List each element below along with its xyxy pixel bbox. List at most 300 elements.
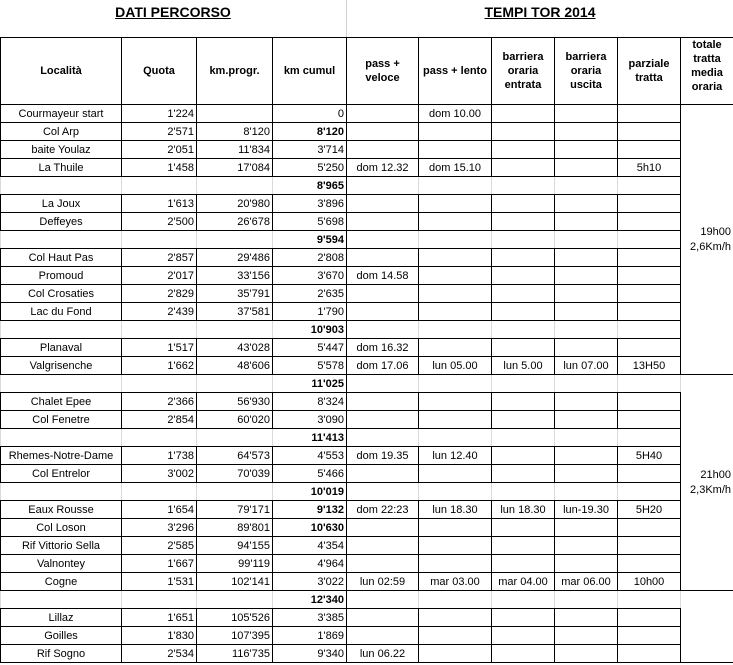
cell-lento[interactable]	[419, 213, 492, 231]
cell-quota[interactable]: 2'017	[122, 267, 197, 285]
cell-barriera-uscita[interactable]	[555, 447, 618, 465]
cell-barriera-entrata[interactable]	[492, 609, 555, 627]
cell-km-progr[interactable]	[197, 231, 273, 249]
header-veloce[interactable]: pass + veloce	[347, 38, 419, 105]
cell-totale-tratta[interactable]	[681, 375, 733, 591]
cell-lento[interactable]	[419, 411, 492, 429]
cell-km-cumul[interactable]: 3'670	[273, 267, 347, 285]
cell-totale-tratta[interactable]	[681, 591, 733, 663]
cell-barriera-uscita[interactable]	[555, 141, 618, 159]
cell-barriera-entrata[interactable]	[492, 339, 555, 357]
table-row	[1, 339, 733, 357]
cell-veloce[interactable]: dom 14.58	[347, 267, 419, 285]
cell-veloce[interactable]	[347, 429, 419, 447]
cell-lento[interactable]	[419, 321, 492, 339]
cell-veloce[interactable]	[347, 231, 419, 249]
cell-km-cumul[interactable]: 5'250	[273, 159, 347, 177]
table-row	[1, 267, 733, 285]
cell-quota[interactable]: 2'439	[122, 303, 197, 321]
cell-lento[interactable]	[419, 177, 492, 195]
cell-quota[interactable]	[122, 321, 197, 339]
cell-lento[interactable]	[419, 195, 492, 213]
cell-lento[interactable]	[419, 267, 492, 285]
cell-barriera-entrata[interactable]	[492, 393, 555, 411]
cell-barriera-uscita[interactable]	[555, 105, 618, 123]
cell-quota[interactable]	[122, 177, 197, 195]
cell-km-cumul[interactable]: 3'714	[273, 141, 347, 159]
cell-quota[interactable]	[122, 429, 197, 447]
cell-km-cumul[interactable]: 5'578	[273, 357, 347, 375]
cell-km-cumul[interactable]: 3'022	[273, 573, 347, 591]
header-barriera-entrata[interactable]: barriera oraria entrata	[492, 38, 555, 105]
cell-veloce[interactable]	[347, 177, 419, 195]
cell-localita[interactable]: Rhemes-Notre-Dame	[1, 447, 122, 465]
cell-km-cumul[interactable]: 4'553	[273, 447, 347, 465]
table-row	[1, 249, 733, 267]
cell-km-progr[interactable]: 8'120	[197, 123, 273, 141]
cell-barriera-uscita[interactable]	[555, 303, 618, 321]
cell-localita[interactable]: Col Loson	[1, 519, 122, 537]
cell-barriera-uscita[interactable]	[555, 159, 618, 177]
cell-km-cumul[interactable]: 5'447	[273, 339, 347, 357]
cell-quota[interactable]: 1'738	[122, 447, 197, 465]
cell-veloce[interactable]	[347, 519, 419, 537]
cell-lento[interactable]	[419, 249, 492, 267]
cell-barriera-entrata[interactable]	[492, 375, 555, 393]
cell-veloce[interactable]	[347, 591, 419, 609]
cell-barriera-uscita[interactable]	[555, 645, 618, 663]
cell-quota[interactable]: 1'613	[122, 195, 197, 213]
cell-barriera-entrata[interactable]	[492, 303, 555, 321]
cell-barriera-entrata[interactable]	[492, 123, 555, 141]
cell-km-cumul[interactable]: 3'385	[273, 609, 347, 627]
cell-localita[interactable]: Valgrisenche	[1, 357, 122, 375]
cell-km-cumul[interactable]: 8'324	[273, 393, 347, 411]
cell-barriera-entrata[interactable]	[492, 267, 555, 285]
cell-lento[interactable]	[419, 627, 492, 645]
cell-barriera-uscita[interactable]	[555, 609, 618, 627]
cell-parziale[interactable]	[618, 627, 681, 645]
cell-barriera-entrata[interactable]	[492, 159, 555, 177]
cell-parziale[interactable]	[618, 393, 681, 411]
cell-veloce[interactable]	[347, 213, 419, 231]
cell-barriera-uscita[interactable]	[555, 267, 618, 285]
cell-km-progr[interactable]: 56'930	[197, 393, 273, 411]
cell-barriera-entrata[interactable]	[492, 213, 555, 231]
cell-veloce[interactable]: lun 02:59	[347, 573, 419, 591]
cell-parziale[interactable]	[618, 555, 681, 573]
cell-barriera-uscita[interactable]	[555, 627, 618, 645]
cell-km-progr[interactable]	[197, 483, 273, 501]
cell-veloce[interactable]	[347, 195, 419, 213]
cell-km-progr[interactable]: 99'119	[197, 555, 273, 573]
cell-quota[interactable]: 1'224	[122, 105, 197, 123]
cell-km-cumul[interactable]: 1'790	[273, 303, 347, 321]
cell-km-cumul[interactable]: 3'090	[273, 411, 347, 429]
cell-barriera-uscita[interactable]	[555, 177, 618, 195]
cell-km-progr[interactable]: 116'735	[197, 645, 273, 663]
cell-localita[interactable]: baite Youlaz	[1, 141, 122, 159]
cell-barriera-entrata[interactable]	[492, 321, 555, 339]
cell-km-progr[interactable]: 64'573	[197, 447, 273, 465]
cell-parziale[interactable]	[618, 195, 681, 213]
cell-lento[interactable]	[419, 555, 492, 573]
header-quota[interactable]: Quota	[122, 38, 197, 105]
cell-quota[interactable]: 3'296	[122, 519, 197, 537]
cell-barriera-uscita[interactable]	[555, 375, 618, 393]
cell-localita[interactable]	[1, 375, 122, 393]
cell-veloce[interactable]	[347, 411, 419, 429]
cell-quota[interactable]: 1'662	[122, 357, 197, 375]
cell-km-progr[interactable]: 17'084	[197, 159, 273, 177]
cell-barriera-uscita[interactable]	[555, 231, 618, 249]
cell-barriera-uscita[interactable]	[555, 249, 618, 267]
cell-km-progr[interactable]	[197, 375, 273, 393]
cell-barriera-entrata[interactable]	[492, 195, 555, 213]
cell-km-cumul[interactable]: 5'698	[273, 213, 347, 231]
cell-lento[interactable]	[419, 537, 492, 555]
cell-localita[interactable]: Promoud	[1, 267, 122, 285]
cell-localita[interactable]: Chalet Epee	[1, 393, 122, 411]
cell-barriera-entrata[interactable]	[492, 627, 555, 645]
cell-lento[interactable]	[419, 645, 492, 663]
cell-barriera-entrata[interactable]: lun 18.30	[492, 501, 555, 519]
cell-quota[interactable]: 1'458	[122, 159, 197, 177]
cell-km-cumul[interactable]: 10'019	[273, 483, 347, 501]
cell-veloce[interactable]	[347, 141, 419, 159]
cell-km-cumul[interactable]: 11'025	[273, 375, 347, 393]
cell-barriera-uscita[interactable]	[555, 213, 618, 231]
cell-km-cumul[interactable]: 10'630	[273, 519, 347, 537]
cell-lento[interactable]	[419, 141, 492, 159]
cell-barriera-uscita[interactable]	[555, 591, 618, 609]
cell-veloce[interactable]: dom 16.32	[347, 339, 419, 357]
cell-km-progr[interactable]	[197, 177, 273, 195]
table-row	[1, 195, 733, 213]
cell-km-progr[interactable]: 102'141	[197, 573, 273, 591]
cell-parziale[interactable]	[618, 249, 681, 267]
cell-veloce[interactable]: dom 17.06	[347, 357, 419, 375]
cell-parziale[interactable]	[618, 375, 681, 393]
cell-barriera-entrata[interactable]: mar 04.00	[492, 573, 555, 591]
cell-veloce[interactable]: lun 06.22	[347, 645, 419, 663]
cell-parziale[interactable]	[618, 339, 681, 357]
cell-km-progr[interactable]: 33'156	[197, 267, 273, 285]
cell-km-cumul[interactable]: 8'120	[273, 123, 347, 141]
cell-quota[interactable]: 2'366	[122, 393, 197, 411]
cell-barriera-entrata[interactable]	[492, 411, 555, 429]
cell-barriera-uscita[interactable]	[555, 483, 618, 501]
cell-veloce[interactable]	[347, 627, 419, 645]
cell-parziale[interactable]	[618, 321, 681, 339]
cell-barriera-uscita[interactable]	[555, 537, 618, 555]
cell-lento[interactable]	[419, 339, 492, 357]
table-row	[1, 357, 733, 375]
cell-km-cumul[interactable]: 11'413	[273, 429, 347, 447]
cell-lento[interactable]	[419, 393, 492, 411]
cell-quota[interactable]: 2'534	[122, 645, 197, 663]
cell-barriera-entrata[interactable]	[492, 591, 555, 609]
cell-veloce[interactable]	[347, 393, 419, 411]
cell-parziale[interactable]: 10h00	[618, 573, 681, 591]
header-totale[interactable]: totale tratta media oraria	[681, 38, 733, 105]
cell-veloce[interactable]	[347, 609, 419, 627]
cell-localita[interactable]: Col Fenetre	[1, 411, 122, 429]
cell-barriera-entrata[interactable]	[492, 483, 555, 501]
header-km-progr[interactable]: km.progr.	[197, 38, 273, 105]
cell-parziale[interactable]	[618, 411, 681, 429]
cell-lento[interactable]	[419, 483, 492, 501]
cell-quota[interactable]: 2'829	[122, 285, 197, 303]
cell-localita[interactable]: Col Entrelor	[1, 465, 122, 483]
cell-parziale[interactable]	[618, 141, 681, 159]
cell-lento[interactable]: dom 10.00	[419, 105, 492, 123]
cell-localita[interactable]: Col Arp	[1, 123, 122, 141]
cell-barriera-uscita[interactable]	[555, 285, 618, 303]
cell-lento[interactable]	[419, 231, 492, 249]
cell-localita[interactable]	[1, 177, 122, 195]
cell-km-progr[interactable]	[197, 321, 273, 339]
cell-barriera-uscita[interactable]	[555, 429, 618, 447]
cell-localita[interactable]: Valnontey	[1, 555, 122, 573]
cell-lento[interactable]	[419, 591, 492, 609]
cell-parziale[interactable]	[618, 483, 681, 501]
cell-localita[interactable]: Cogne	[1, 573, 122, 591]
cell-parziale[interactable]	[618, 519, 681, 537]
cell-parziale[interactable]	[618, 231, 681, 249]
cell-km-progr[interactable]: 37'581	[197, 303, 273, 321]
cell-barriera-uscita[interactable]	[555, 465, 618, 483]
cell-parziale[interactable]	[618, 105, 681, 123]
cell-km-progr[interactable]: 105'526	[197, 609, 273, 627]
cell-barriera-entrata[interactable]	[492, 555, 555, 573]
cell-quota[interactable]	[122, 375, 197, 393]
cell-quota[interactable]	[122, 591, 197, 609]
cell-km-cumul[interactable]: 9'340	[273, 645, 347, 663]
cell-km-cumul[interactable]: 12'340	[273, 591, 347, 609]
cell-lento[interactable]	[419, 375, 492, 393]
cell-barriera-uscita[interactable]: lun-19.30	[555, 501, 618, 519]
cell-veloce[interactable]	[347, 123, 419, 141]
cell-localita[interactable]	[1, 321, 122, 339]
cell-parziale[interactable]	[618, 591, 681, 609]
cell-barriera-uscita[interactable]	[555, 195, 618, 213]
cell-veloce[interactable]	[347, 303, 419, 321]
cell-localita[interactable]: Rif Vittorio Sella	[1, 537, 122, 555]
cell-barriera-entrata[interactable]	[492, 141, 555, 159]
cell-lento[interactable]	[419, 285, 492, 303]
header-localita[interactable]: Località	[1, 38, 122, 105]
cell-veloce[interactable]: dom 12.32	[347, 159, 419, 177]
cell-veloce[interactable]	[347, 465, 419, 483]
cell-veloce[interactable]	[347, 285, 419, 303]
cell-quota[interactable]: 1'830	[122, 627, 197, 645]
cell-km-cumul[interactable]: 9'132	[273, 501, 347, 519]
cell-parziale[interactable]	[618, 267, 681, 285]
cell-km-progr[interactable]: 70'039	[197, 465, 273, 483]
cell-barriera-uscita[interactable]	[555, 411, 618, 429]
cell-km-cumul[interactable]: 3'896	[273, 195, 347, 213]
cell-quota[interactable]: 2'857	[122, 249, 197, 267]
cell-parziale[interactable]	[618, 537, 681, 555]
cell-totale-tratta[interactable]	[681, 105, 733, 375]
cell-km-cumul[interactable]: 0	[273, 105, 347, 123]
cell-veloce[interactable]: dom 22:23	[347, 501, 419, 519]
cell-barriera-entrata[interactable]	[492, 105, 555, 123]
cell-quota[interactable]: 2'571	[122, 123, 197, 141]
cell-localita[interactable]: Goilles	[1, 627, 122, 645]
cell-km-progr[interactable]: 35'791	[197, 285, 273, 303]
cell-localita[interactable]: Planaval	[1, 339, 122, 357]
cell-barriera-uscita[interactable]	[555, 123, 618, 141]
cell-km-cumul[interactable]: 1'869	[273, 627, 347, 645]
cell-parziale[interactable]: 13H50	[618, 357, 681, 375]
cell-km-cumul[interactable]: 10'903	[273, 321, 347, 339]
table-row	[1, 213, 733, 231]
totale-speed: 2,3Km/h	[690, 483, 731, 496]
header-lento[interactable]: pass + lento	[419, 38, 492, 105]
header-barriera-uscita[interactable]: barriera oraria uscita	[555, 38, 618, 105]
header-km-cumul[interactable]: km cumul	[273, 38, 347, 105]
cell-km-progr[interactable]: 79'171	[197, 501, 273, 519]
cell-parziale[interactable]	[618, 285, 681, 303]
cell-localita[interactable]: Col Crosaties	[1, 285, 122, 303]
cell-km-cumul[interactable]: 8'965	[273, 177, 347, 195]
cell-veloce[interactable]	[347, 105, 419, 123]
cell-parziale[interactable]	[618, 429, 681, 447]
cell-km-progr[interactable]: 43'028	[197, 339, 273, 357]
cell-km-progr[interactable]: 48'606	[197, 357, 273, 375]
cell-km-cumul[interactable]: 2'635	[273, 285, 347, 303]
cell-barriera-uscita[interactable]	[555, 555, 618, 573]
cell-veloce[interactable]	[347, 483, 419, 501]
cell-barriera-uscita[interactable]	[555, 519, 618, 537]
cell-km-progr[interactable]: 29'486	[197, 249, 273, 267]
cell-parziale[interactable]	[618, 213, 681, 231]
cell-lento[interactable]	[419, 519, 492, 537]
cell-km-cumul[interactable]: 4'964	[273, 555, 347, 573]
cell-lento[interactable]: mar 03.00	[419, 573, 492, 591]
cell-km-progr[interactable]: 107'395	[197, 627, 273, 645]
cell-barriera-entrata[interactable]	[492, 645, 555, 663]
cell-quota[interactable]	[122, 483, 197, 501]
cell-quota[interactable]: 2'051	[122, 141, 197, 159]
cell-localita[interactable]: La Thuile	[1, 159, 122, 177]
cell-parziale[interactable]	[618, 609, 681, 627]
cell-km-progr[interactable]: 26'678	[197, 213, 273, 231]
cell-barriera-uscita[interactable]: lun 07.00	[555, 357, 618, 375]
cell-lento[interactable]: lun 18.30	[419, 501, 492, 519]
cell-lento[interactable]	[419, 465, 492, 483]
cell-km-progr[interactable]	[197, 591, 273, 609]
cell-barriera-entrata[interactable]	[492, 285, 555, 303]
cell-veloce[interactable]	[347, 537, 419, 555]
cell-parziale[interactable]: 5H20	[618, 501, 681, 519]
cell-parziale[interactable]: 5h10	[618, 159, 681, 177]
cell-veloce[interactable]	[347, 321, 419, 339]
cell-localita[interactable]: Lac du Fond	[1, 303, 122, 321]
cell-quota[interactable]: 1'654	[122, 501, 197, 519]
cell-quota[interactable]: 2'585	[122, 537, 197, 555]
cell-localita[interactable]	[1, 591, 122, 609]
cell-quota[interactable]: 1'651	[122, 609, 197, 627]
cell-quota[interactable]: 1'667	[122, 555, 197, 573]
cell-veloce[interactable]: dom 19.35	[347, 447, 419, 465]
cell-localita[interactable]: Eaux Rousse	[1, 501, 122, 519]
cell-veloce[interactable]	[347, 375, 419, 393]
cell-quota[interactable]: 2'854	[122, 411, 197, 429]
cell-localita[interactable]: Rif Sogno	[1, 645, 122, 663]
cell-barriera-entrata[interactable]	[492, 177, 555, 195]
cell-barriera-uscita[interactable]: mar 06.00	[555, 573, 618, 591]
cell-quota[interactable]	[122, 231, 197, 249]
cell-barriera-entrata[interactable]: lun 5.00	[492, 357, 555, 375]
cell-km-progr[interactable]: 89'801	[197, 519, 273, 537]
cell-barriera-entrata[interactable]	[492, 429, 555, 447]
cell-barriera-uscita[interactable]	[555, 339, 618, 357]
cell-localita[interactable]: Courmayeur start	[1, 105, 122, 123]
cell-parziale[interactable]	[618, 177, 681, 195]
cell-lento[interactable]	[419, 609, 492, 627]
cell-lento[interactable]	[419, 123, 492, 141]
cell-km-cumul[interactable]: 9'594	[273, 231, 347, 249]
header-parziale[interactable]: parziale tratta	[618, 38, 681, 105]
cell-localita[interactable]: Col Haut Pas	[1, 249, 122, 267]
cell-barriera-entrata[interactable]	[492, 519, 555, 537]
cell-barriera-entrata[interactable]	[492, 231, 555, 249]
cell-km-progr[interactable]	[197, 429, 273, 447]
cell-lento[interactable]	[419, 429, 492, 447]
cell-lento[interactable]: lun 05.00	[419, 357, 492, 375]
cell-km-progr[interactable]: 11'834	[197, 141, 273, 159]
cell-localita[interactable]	[1, 231, 122, 249]
cell-quota[interactable]: 1'531	[122, 573, 197, 591]
cell-barriera-uscita[interactable]	[555, 321, 618, 339]
cell-veloce[interactable]	[347, 555, 419, 573]
cell-km-progr[interactable]: 94'155	[197, 537, 273, 555]
cell-barriera-entrata[interactable]	[492, 465, 555, 483]
cell-barriera-entrata[interactable]	[492, 537, 555, 555]
cell-km-progr[interactable]	[197, 105, 273, 123]
cell-parziale[interactable]: 5H40	[618, 447, 681, 465]
cell-localita[interactable]	[1, 483, 122, 501]
cell-parziale[interactable]	[618, 465, 681, 483]
cell-lento[interactable]: dom 15.10	[419, 159, 492, 177]
cell-barriera-uscita[interactable]	[555, 393, 618, 411]
cell-km-cumul[interactable]: 2'808	[273, 249, 347, 267]
cell-km-cumul[interactable]: 5'466	[273, 465, 347, 483]
cell-lento[interactable]	[419, 303, 492, 321]
cell-localita[interactable]: Lillaz	[1, 609, 122, 627]
cell-quota[interactable]: 2'500	[122, 213, 197, 231]
cell-km-cumul[interactable]: 4'354	[273, 537, 347, 555]
cell-parziale[interactable]	[618, 303, 681, 321]
cell-km-progr[interactable]: 60'020	[197, 411, 273, 429]
cell-localita[interactable]	[1, 429, 122, 447]
cell-veloce[interactable]	[347, 249, 419, 267]
cell-barriera-entrata[interactable]	[492, 447, 555, 465]
section-title-route: DATI PERCORSO	[115, 4, 231, 20]
cell-km-progr[interactable]: 20'980	[197, 195, 273, 213]
cell-parziale[interactable]	[618, 123, 681, 141]
cell-localita[interactable]: Deffeyes	[1, 213, 122, 231]
cell-lento[interactable]: lun 12.40	[419, 447, 492, 465]
cell-barriera-entrata[interactable]	[492, 249, 555, 267]
cell-localita[interactable]: La Joux	[1, 195, 122, 213]
cell-parziale[interactable]	[618, 645, 681, 663]
cell-quota[interactable]: 3'002	[122, 465, 197, 483]
cell-quota[interactable]: 1'517	[122, 339, 197, 357]
